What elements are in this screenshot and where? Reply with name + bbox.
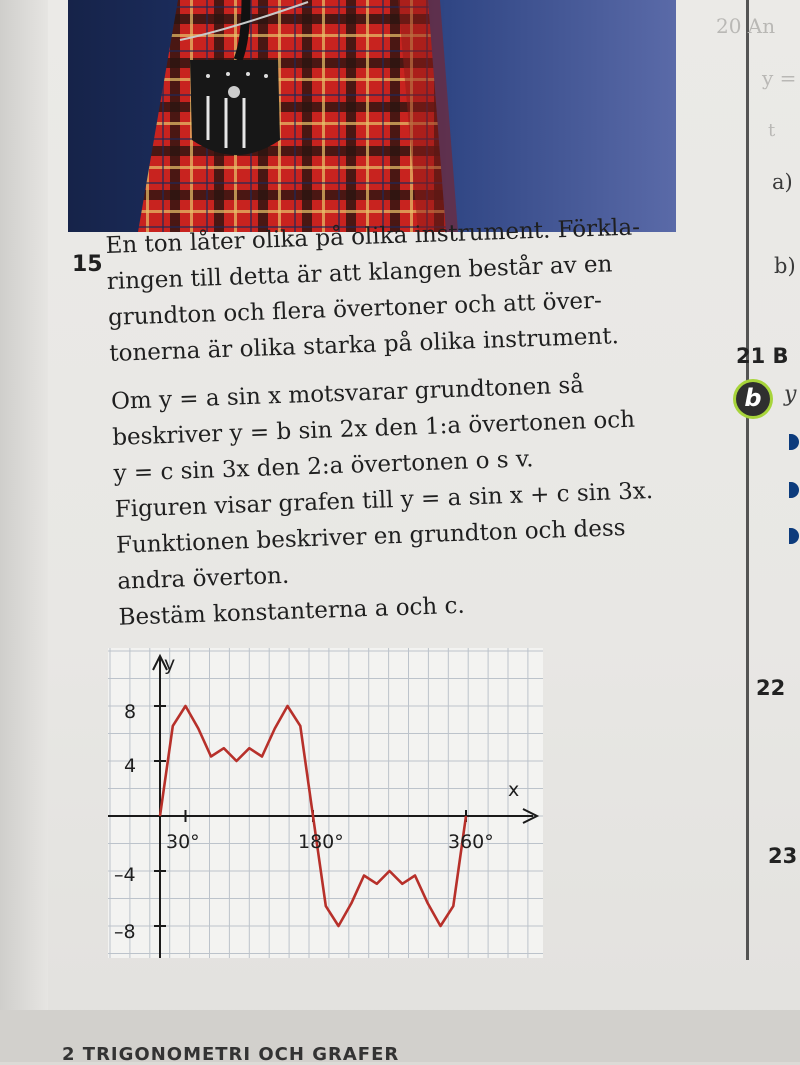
- y-tick-label: –8: [114, 921, 136, 943]
- text-line: En ton låter olika på olika instrument. Förkla-: [105, 214, 641, 259]
- x-tick-label: 30°: [166, 831, 200, 853]
- column-divider: [746, 0, 749, 960]
- text-fragment: t: [768, 120, 776, 141]
- text-line: beskriver y = b sin 2x den 1:a övertonen och: [111, 406, 636, 451]
- text-line: Figuren visar grafen till y = a sin x + c sin 3x.: [114, 478, 654, 523]
- text-line: ringen till detta är att klangen består av en: [106, 251, 613, 295]
- y-tick-label: –4: [114, 864, 136, 886]
- subtask-b-label: b): [774, 254, 796, 278]
- y-axis-label: y: [164, 653, 176, 675]
- text-fragment: y: [784, 382, 797, 407]
- kilt-photo: [68, 0, 676, 232]
- graph-svg: [108, 648, 543, 958]
- x-tick-label: 180°: [298, 831, 344, 853]
- text-line: Om y = a sin x motsvarar grundtonen så: [110, 372, 585, 415]
- task-line: Bestäm konstanterna a och c.: [118, 592, 466, 631]
- graph-background: [108, 648, 543, 958]
- text-line: Funktionen beskriver en grundton och dess: [115, 515, 626, 559]
- problem-number: 15: [72, 252, 103, 277]
- chapter-footer: 2 TRIGONOMETRI OCH GRAFER: [62, 1044, 400, 1065]
- x-axis-label: x: [508, 779, 520, 801]
- level-b-badge: b: [736, 382, 770, 416]
- equation-fragment: y =: [762, 66, 797, 90]
- y-tick-label: 4: [124, 755, 137, 777]
- item-20-heading: 20 An: [716, 14, 776, 38]
- page-gutter: [0, 0, 48, 1062]
- text-line: andra överton.: [116, 562, 290, 595]
- y-tick-label: 8: [124, 701, 137, 723]
- item-22-heading: 22: [756, 676, 786, 700]
- x-tick-label: 360°: [448, 831, 494, 853]
- text-line: tonerna är olika starka på olika instrument.: [108, 323, 620, 367]
- text-line: y = c sin 3x den 2:a övertonen o s v.: [113, 446, 534, 487]
- kilt-illustration: [68, 0, 676, 232]
- subtask-a-label: a): [772, 170, 793, 194]
- text-line: grundton och flera övertoner och att över-: [107, 287, 603, 331]
- item-23-heading: 23: [768, 844, 798, 868]
- function-graph: [108, 648, 543, 958]
- item-21-heading: 21 B: [736, 344, 789, 368]
- problem-text: [105, 207, 719, 636]
